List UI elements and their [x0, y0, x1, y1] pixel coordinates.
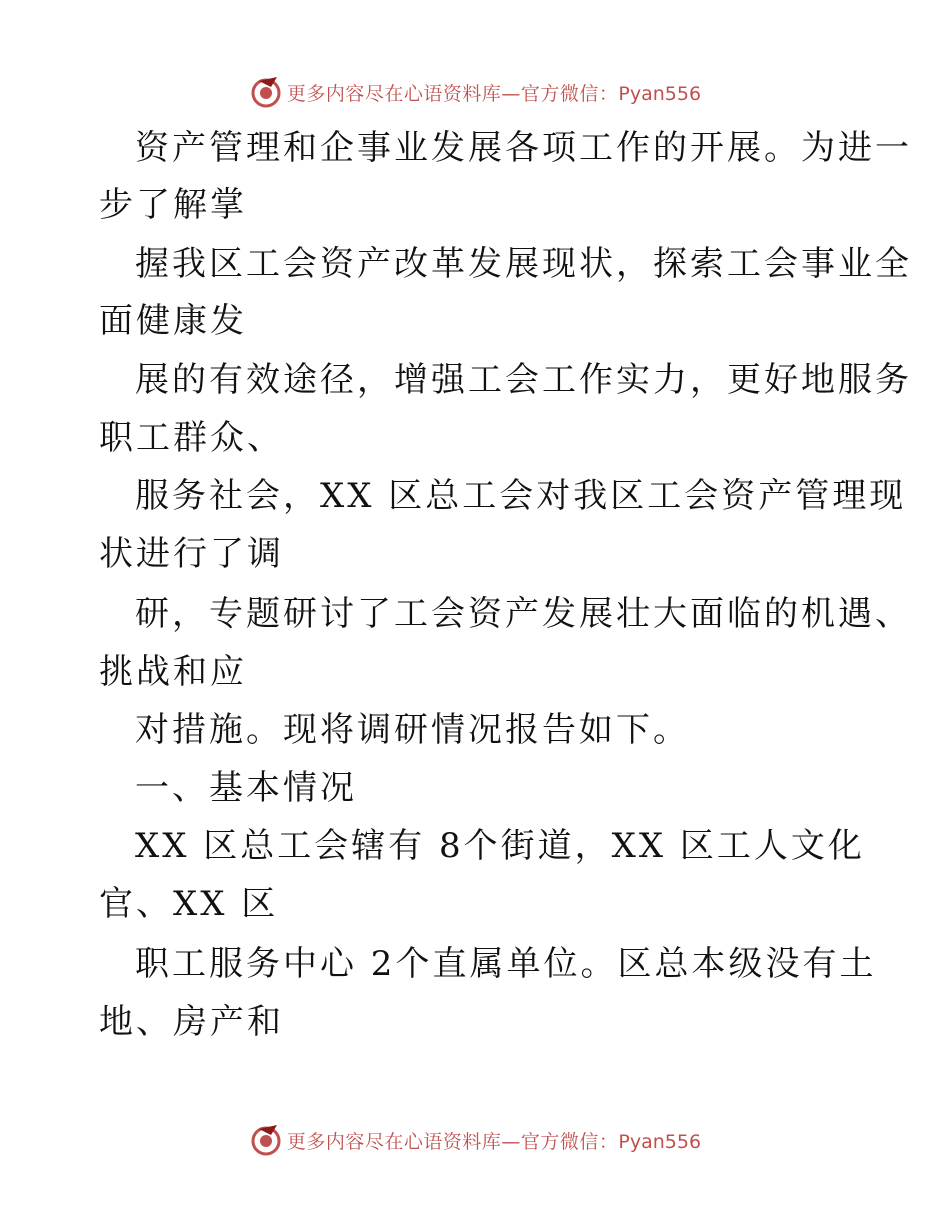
- text-line: 地、房产和: [99, 1002, 284, 1042]
- text-line: 握我区工会资产改革发展现状，探索工会事业全: [135, 244, 912, 284]
- banner-text: 更多内容尽在心语资料库—官方微信：Pyan556: [286, 82, 702, 105]
- footer-watermark-banner: [0, 1120, 950, 1160]
- text-line: XX 区总工会辖有 8个街道，XX 区工人文化: [135, 826, 865, 866]
- logo-icon: [249, 75, 283, 109]
- text-line: 职工群众、: [99, 418, 284, 458]
- text-line: 挑战和应: [99, 652, 247, 692]
- text-line: 资产管理和企事业发展各项工作的开展。为进一: [135, 128, 912, 168]
- text-line: 对措施。现将调研情况报告如下。: [135, 710, 690, 750]
- text-line: 研，专题研讨了工会资产发展壮大面临的机遇、: [135, 594, 912, 634]
- text-line: 步了解掌: [99, 185, 247, 225]
- text-line: 职工服务中心 2个直属单位。区总本级没有土: [135, 944, 877, 984]
- logo-icon: [249, 1123, 283, 1157]
- banner-text: 更多内容尽在心语资料库—官方微信：Pyan556: [286, 1130, 702, 1153]
- header-watermark-banner: [0, 72, 950, 112]
- section-heading: 一、基本情况: [135, 768, 357, 808]
- text-line: 官、XX 区: [99, 884, 279, 924]
- text-line: 状进行了调: [99, 534, 284, 574]
- text-line: 服务社会，XX 区总工会对我区工会资产管理现: [135, 476, 907, 516]
- text-line: 面健康发: [99, 301, 247, 341]
- text-line: 展的有效途径，增强工会工作实力，更好地服务: [135, 360, 912, 400]
